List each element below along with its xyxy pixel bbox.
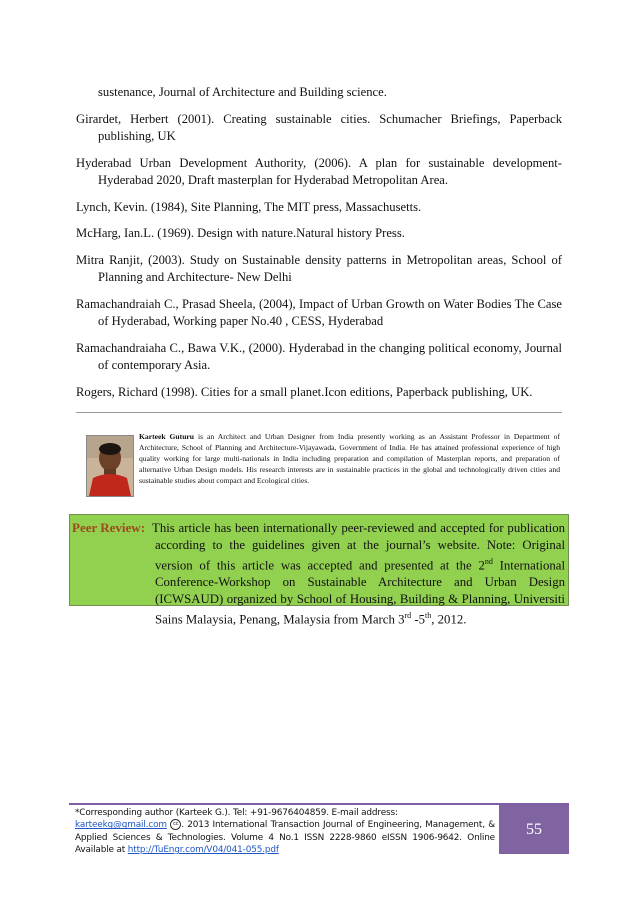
peer-review-text-c: -5 [411, 612, 426, 627]
author-bio-text [139, 432, 560, 487]
footer-line-1: *Corresponding author (Karteek G.). Tel: +91-9676404859. E-mail address: [75, 808, 398, 818]
author-description: is an Architect and Urban Designer from India presently working as an Assistant Professor in Department of Architecture, School of Planning and Architecture-Vijayawada, Government of India. He has attained professional experience of high quality working for large multi-nationals in India including preparation and compilation of Masterplan reports, and preparation of alternative Urban Design models. His research interests are in sustainable practices in the global and technologically driven cities and sustainable studies about compact and Ecological cities. [139, 432, 560, 485]
reference-item: Ramachandraiah C., Prasad Sheela, (2004), Impact of Urban Growth on Water Bodies The Case of Hyderabad, Working paper No.40 , CESS, Hyderabad [76, 296, 562, 328]
author-photo [86, 435, 134, 497]
peer-review-label: Peer Review: [72, 520, 146, 535]
peer-review-sup-c: th [425, 610, 432, 620]
page-footer [69, 803, 569, 856]
peer-review-sup-b: rd [404, 610, 412, 620]
reference-item: Girardet, Herbert (2001). Creating sustainable cities. Schumacher Briefings, Paperback publishing, UK [76, 111, 562, 143]
reference-item: Mitra Ranjit, (2003). Study on Sustainable density patterns in Metropolitan areas, School of Planning and Architecture- New Delhi [76, 252, 562, 284]
references-list [76, 84, 562, 410]
creative-commons-icon: cc [170, 819, 181, 830]
footer-url-link[interactable]: http://TuEngr.com/V04/041-055.pdf [127, 845, 279, 856]
reference-item: Ramachandraiaha C., Bawa V.K., (2000). Hyderabad in the changing political economy, Journal of contemporary Asia. [76, 340, 562, 372]
reference-item: McHarg, Ian.L. (1969). Design with nature.Natural history Press. [76, 226, 405, 240]
footer-text [75, 807, 495, 857]
page-number: 55 [499, 805, 569, 854]
peer-review-text [152, 520, 565, 628]
footer-email-link[interactable]: karteekg@gmail.com [75, 820, 167, 831]
peer-review-box [69, 514, 569, 627]
peer-review-text-a: This article has been internationally peer-reviewed and accepted for publication according to the guidelines given at the journal’s website. Note: Original version of this article was accepted and presented at the 2 [152, 521, 565, 573]
peer-review-text-d: , 2012. [431, 612, 467, 627]
footer-line-2: . 2013 International Transaction Journal of Engineering, Management, & Applied Sciences & Technologies. Volume 4 No.1 ISSN 2228-9860 eISSN 1906-9642. Online Available at [75, 820, 496, 856]
author-name: Karteek Guturu [139, 432, 195, 441]
author-bio [76, 423, 562, 519]
reference-item: Lynch, Kevin. (1984), Site Planning, The MIT press, Massachusetts. [76, 199, 422, 214]
reference-item: Hyderabad Urban Development Authority, (2006). A plan for sustainable development- Hyderabad 2020, Draft masterplan for Hyderabad Metropolitan Area. [76, 155, 562, 187]
section-divider [76, 412, 562, 413]
peer-review-sup-a: nd [484, 556, 493, 566]
peer-review-text-b: International Conference-Workshop on Sustainable Architecture and Urban Design (ICWSAUD) organized by School of Housing, Building & Planning, Universiti Sains Malaysia, Penang, Malaysia from March 3 [155, 558, 566, 627]
reference-item: Rogers, Richard (1998). Cities for a small planet.Icon editions, Paperback publishing, UK. [76, 384, 533, 399]
reference-item: sustenance, Journal of Architecture and Building science. [98, 85, 387, 99]
